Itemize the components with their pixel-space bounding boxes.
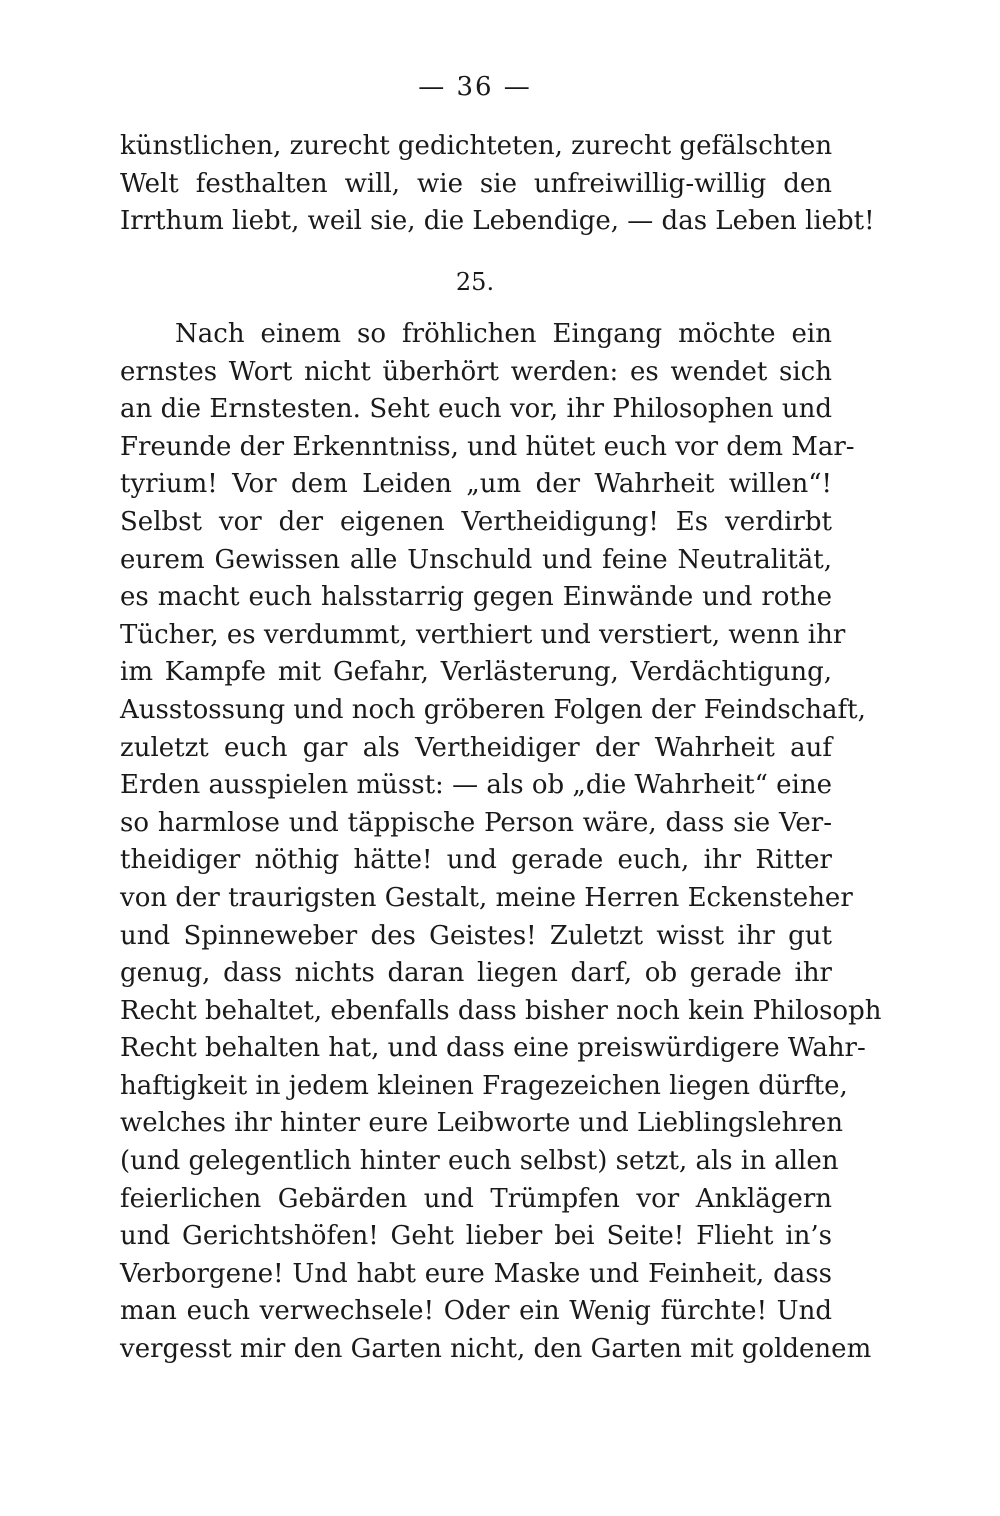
text-line: welches ihr hinter eure Leibworte und Lieblingslehren bbox=[120, 1108, 843, 1139]
text-line: und Gerichtshöfen! Geht lieber bei Seite! Flieht in’s bbox=[120, 1221, 832, 1252]
text-line: feierlichen Gebärden und Trümpfen vor Anklägern bbox=[120, 1183, 832, 1214]
text-line: Nach einem so fröhlichen Eingang möchte ein bbox=[175, 319, 832, 349]
text-line: (und gelegentlich hinter euch selbst) setzt, als in allen bbox=[120, 1146, 839, 1177]
text-line: vergesst mir den Garten nicht, den Garten mit goldenem bbox=[120, 1334, 872, 1365]
text-line: theidiger nöthig hätte! und gerade euch, ihr Ritter bbox=[120, 845, 832, 876]
text-line: im Kampfe mit Gefahr, Verlästerung, Verdächtigung, bbox=[120, 657, 832, 688]
page-number: — 36 — bbox=[418, 72, 532, 102]
text-line: tyrium! Vor dem Leiden „um der Wahrheit willen“! bbox=[120, 469, 832, 500]
text-line: Irrthum liebt, weil sie, die Lebendige, — das Leben liebt! bbox=[120, 206, 875, 237]
intro-paragraph bbox=[120, 128, 875, 241]
text-line: an die Ernstesten. Seht euch vor, ihr Philosophen und bbox=[120, 394, 832, 425]
text-line: Verborgene! Und habt eure Maske und Feinheit, dass bbox=[120, 1258, 832, 1289]
text-line: eurem Gewissen alle Unschuld und feine Neutralität, bbox=[120, 544, 832, 575]
text-line: von der traurigsten Gestalt, meine Herren Eckensteher bbox=[120, 882, 853, 913]
text-line: ernstes Wort nicht überhört werden: es wendet sich bbox=[120, 356, 832, 387]
text-line: haftigkeit in jedem kleinen Fragezeichen liegen dürfte, bbox=[120, 1070, 848, 1101]
text-line: Recht behalten hat, und dass eine preiswürdigere Wahr- bbox=[120, 1033, 866, 1064]
text-line: zuletzt euch gar als Vertheidiger der Wahrheit auf bbox=[120, 732, 832, 763]
text-line: Ausstossung und noch gröberen Folgen der Feindschaft, bbox=[120, 694, 866, 725]
text-line: und Spinneweber des Geistes! Zuletzt wisst ihr gut bbox=[120, 920, 832, 951]
text-line: es macht euch halsstarrig gegen Einwände und rothe bbox=[120, 582, 832, 613]
text-line: genug, dass nichts daran liegen darf, ob gerade ihr bbox=[120, 958, 832, 989]
text-line: Selbst vor der eigenen Vertheidigung! Es verdirbt bbox=[120, 506, 832, 537]
section-number: 25. bbox=[455, 268, 495, 296]
text-line: Recht behaltet, ebenfalls dass bisher noch kein Philosoph bbox=[120, 995, 882, 1026]
text-line: Freunde der Erkenntniss, und hütet euch vor dem Mar- bbox=[120, 431, 855, 462]
text-line: Welt festhalten will, wie sie unfreiwillig-willig den bbox=[120, 168, 832, 199]
text-line: künstlichen, zurecht gedichteten, zurecht gefälschten bbox=[120, 131, 833, 161]
text-line: Tücher, es verdummt, verthiert und verstiert, wenn ihr bbox=[120, 619, 846, 650]
text-line: Erden ausspielen müsst: — als ob „die Wahrheit“ eine bbox=[120, 770, 832, 801]
text-line: so harmlose und täppische Person wäre, dass sie Ver- bbox=[120, 807, 832, 838]
text-line: man euch verwechsele! Oder ein Wenig fürchte! Und bbox=[120, 1296, 832, 1327]
section-paragraph bbox=[120, 316, 882, 1369]
